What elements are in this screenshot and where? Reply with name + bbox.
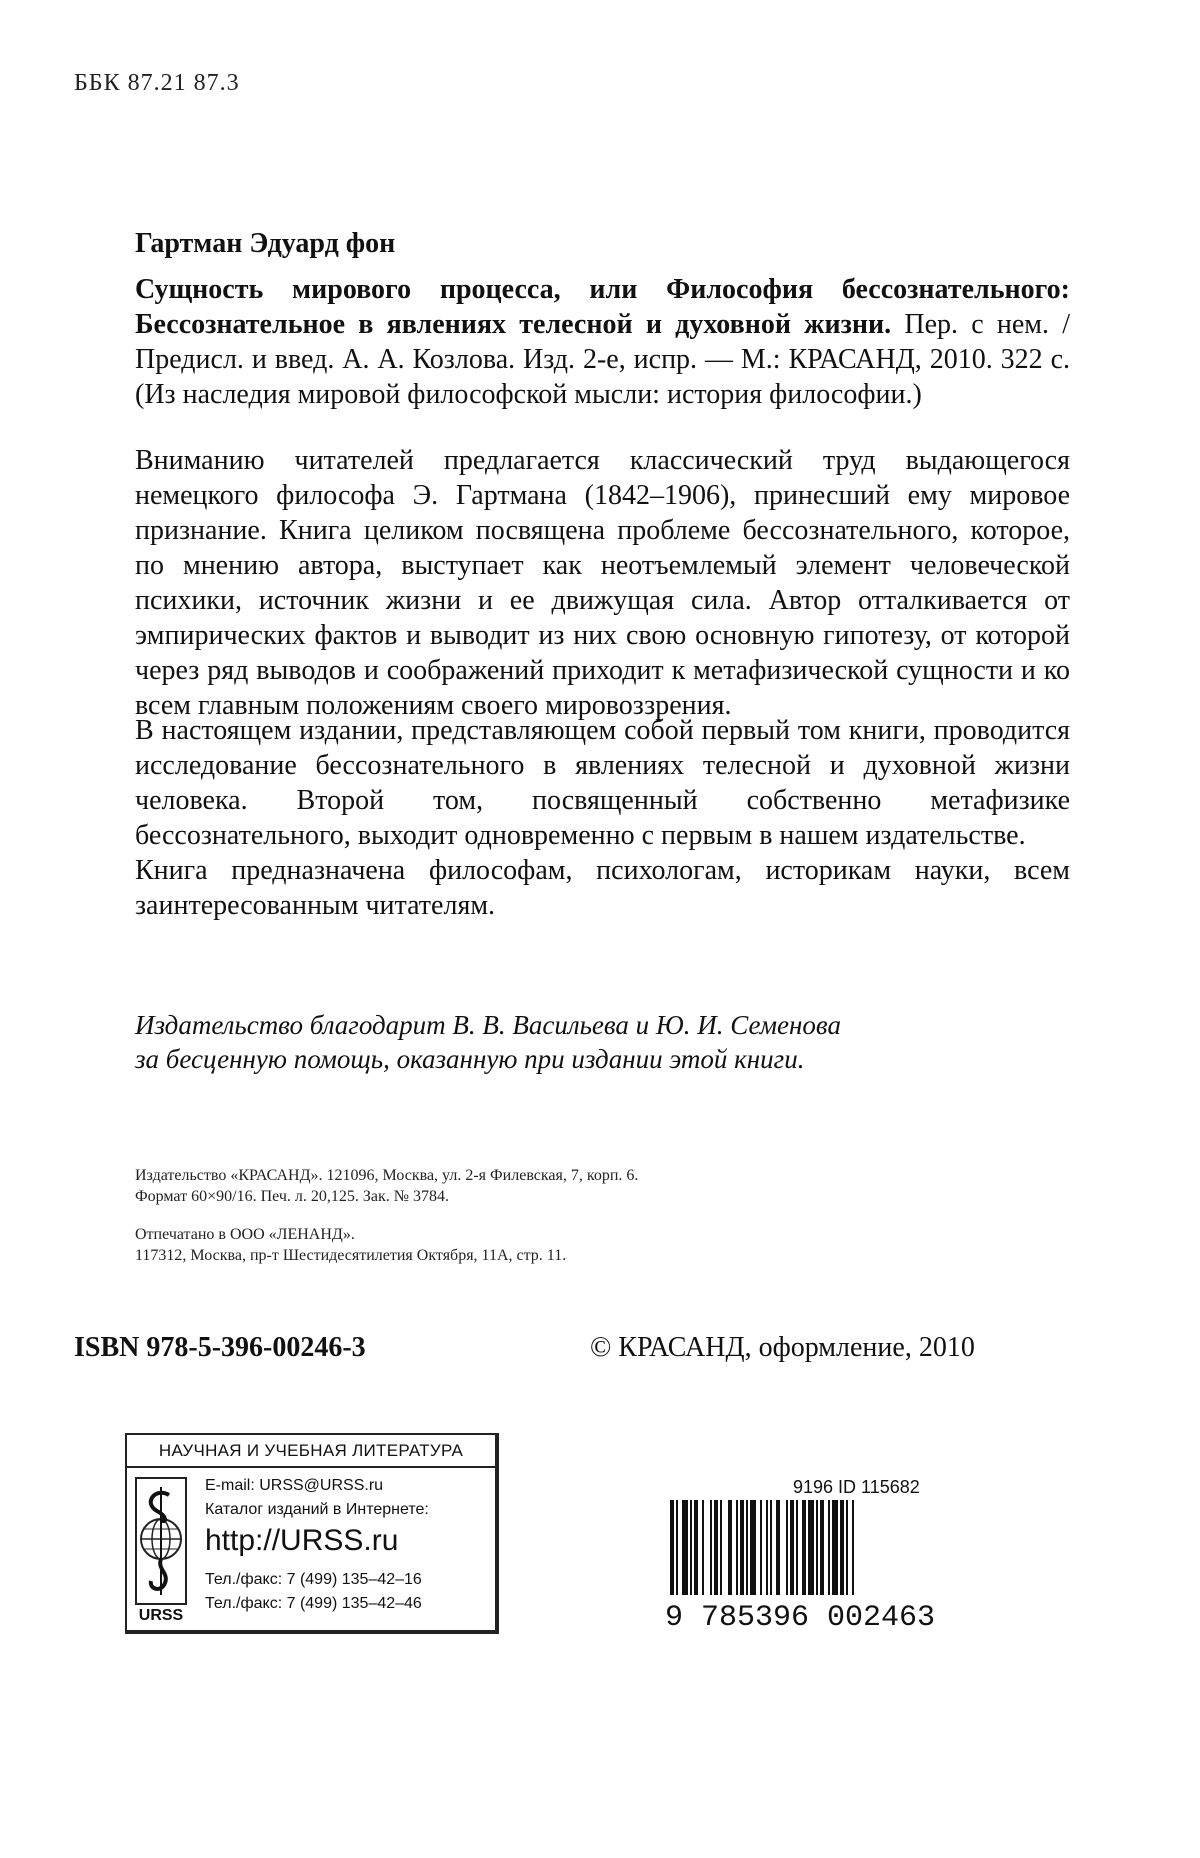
barcode-bar xyxy=(714,1500,718,1595)
barcode-bar xyxy=(694,1500,698,1595)
barcode-bar xyxy=(746,1500,748,1595)
barcode-bar xyxy=(766,1500,768,1595)
barcode-bar xyxy=(728,1500,732,1595)
barcode-bar xyxy=(676,1500,678,1595)
urss-phone-2: Тел./факс: 7 (499) 135–42–46 xyxy=(205,1595,422,1612)
bbk-classification: ББК 87.21 87.3 xyxy=(74,70,240,96)
imprint-publisher-address: Издательство «КРАСАНД». 121096, Москва, ул. 2-я Филевская, 7, корп. 6. xyxy=(135,1167,639,1184)
copyright-notice: © КРАСАНД, оформление, 2010 xyxy=(590,1332,975,1363)
urss-logo-name: URSS xyxy=(138,1607,184,1624)
barcode-bar xyxy=(832,1500,838,1595)
barcode-bar xyxy=(750,1500,756,1595)
acknowledgement-line-1: Издательство благодарит В. В. Васильева и Ю. И. Семенова xyxy=(135,1010,841,1040)
barcode-bar xyxy=(720,1500,722,1595)
barcode-number: 9 785396 002463 xyxy=(664,1601,936,1630)
barcode-bar xyxy=(846,1500,848,1595)
urss-email: E-mail: URSS@URSS.ru xyxy=(205,1477,384,1494)
barcode-bar xyxy=(682,1500,688,1595)
urss-dollar-globe-logo-icon xyxy=(135,1477,187,1605)
barcode-bar xyxy=(670,1500,674,1595)
barcode-bar xyxy=(740,1500,744,1595)
publisher-imprint xyxy=(135,1165,935,1207)
barcode-bars xyxy=(670,1500,854,1595)
acknowledgement-line-2: за бесценную помощь, оказанную при издании этой книги. xyxy=(135,1044,805,1074)
urss-website-url: http://URSS.ru xyxy=(205,1524,399,1557)
acknowledgement xyxy=(135,1008,1035,1076)
isbn: ISBN 978-5-396-00246-3 xyxy=(74,1332,366,1363)
barcode-bar xyxy=(760,1500,762,1595)
annotation-paragraph-1: Вниманию читателей предлагается классический труд выдающегося немецкого философа Э. Гартмана (1842–1906), принесший ему мировое признание. Книга целиком посвящена проблеме бессознательного, которое, по мнению автора, выступает как неотъемлемый элемент человеческой психики, источник жизни и ее движущая сила. Автор отталкивается от эмпирических фактов и выводит из них свою основную гипотезу, от которой через ряд выводов и соображений приходит к метафизической сущности и ко всем главным положениям своего мировоззрения. xyxy=(135,445,1070,721)
barcode-bar xyxy=(840,1500,844,1595)
annotation-paragraph-3: Книга предназначена философам, психологам, историкам науки, всем заинтересованным читателям. xyxy=(135,855,1070,921)
barcode-bar xyxy=(770,1500,772,1595)
urss-phone-1: Тел./факс: 7 (499) 135–42–16 xyxy=(205,1571,422,1588)
barcode-bar xyxy=(710,1500,712,1595)
book-author: Гартман Эдуард фон xyxy=(135,228,396,259)
urss-info-box xyxy=(125,1433,499,1634)
barcode-bar xyxy=(790,1500,794,1595)
barcode-bar xyxy=(828,1500,830,1595)
barcode-bar xyxy=(702,1500,704,1595)
annotation-paragraph-2: В настоящем издании, представляющем собой первый том книги, проводится исследование бессознательного в явлениях телесной и духовной жизни человека. Второй том, посвященный собственно метафизике бессознательного, выходит одновременно с первым в нашем издательстве. xyxy=(135,715,1070,851)
barcode-bar xyxy=(802,1500,806,1595)
bibliographic-description xyxy=(135,272,1070,412)
barcode-bar xyxy=(820,1500,824,1595)
barcode-bar xyxy=(690,1500,692,1595)
barcode-bar xyxy=(776,1500,780,1595)
book-title: Сущность мирового процесса, или Философия бессознательного: Бессознательное в явлениях телесной и духовной жизни. xyxy=(135,274,1070,340)
imprint-format: Формат 60×90/16. Печ. л. 20,125. Зак. № 3784. xyxy=(135,1188,450,1205)
publication-details: Пер. с нем. / Предисл. и введ. А. А. Козлова. Изд. 2-е, испр. — М.: КРАСАНД, 2010. 322 с. (Из наследия мировой философской мысли: история философии.) xyxy=(135,309,1070,410)
barcode-bar xyxy=(816,1500,818,1595)
isbn-barcode xyxy=(640,1500,960,1630)
barcode-bar xyxy=(786,1500,788,1595)
barcode-bar xyxy=(736,1500,738,1595)
printer-imprint xyxy=(135,1224,935,1266)
barcode-bar xyxy=(796,1500,798,1595)
imprint-printer-address: 117312, Москва, пр-т Шестидесятилетия Октября, 11А, стр. 11. xyxy=(135,1247,567,1264)
imprint-printer: Отпечатано в ООО «ЛЕНАНД». xyxy=(135,1226,355,1243)
barcode-bar xyxy=(852,1500,854,1595)
barcode-bar xyxy=(808,1500,814,1595)
barcode-id: 9196 ID 115682 xyxy=(793,1477,920,1497)
urss-catalog-label: Каталог изданий в Интернете: xyxy=(205,1501,429,1518)
urss-box-header: НАУЧНАЯ И УЧЕБНАЯ ЛИТЕРАТУРА xyxy=(127,1435,495,1468)
